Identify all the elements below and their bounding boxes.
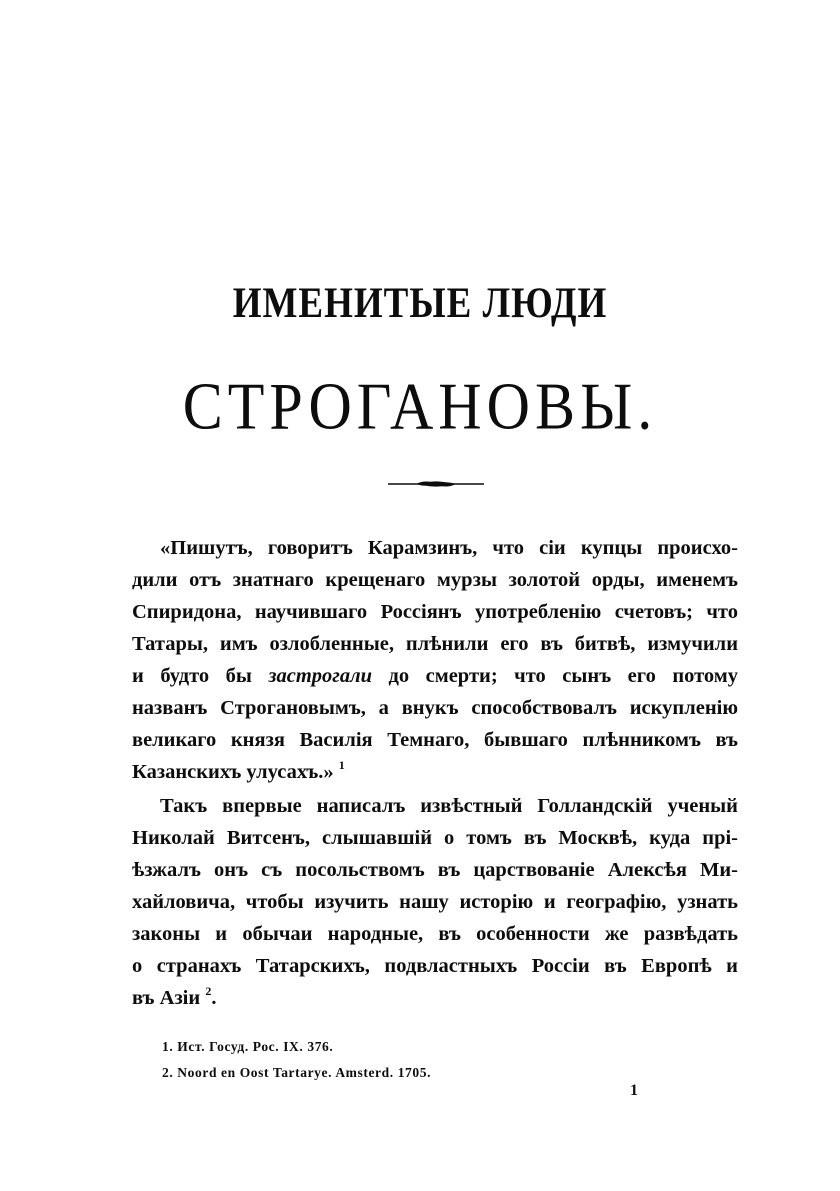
footnote-ref-2[interactable]: 2 xyxy=(205,984,212,998)
italic-word: застрогали xyxy=(268,665,372,687)
footnote-2: 2. Noord en Oost Tartarye. Amsterd. 1705. xyxy=(162,1065,432,1080)
text-line: великаго князя Василія Темнаго, бывшаго плѣнникомъ въ xyxy=(132,729,738,751)
text-fragment: и будто бы xyxy=(132,665,269,687)
text-line: Такъ впервые написалъ извѣстный Голландскій ученый xyxy=(160,795,738,817)
text-line: Николай Витсенъ, слышавшій о томъ въ Москвѣ, куда прі- xyxy=(132,827,738,849)
text-line xyxy=(132,756,738,788)
text-line xyxy=(132,660,738,692)
footnote-ref-1[interactable]: 1 xyxy=(338,758,345,772)
text-line: дили отъ знатнаго крещенаго мурзы золотой орды, именемъ xyxy=(132,569,738,591)
text-line: законы и обычаи народные, въ особенности же развѣдать xyxy=(132,923,738,945)
text-fragment: въ Азіи xyxy=(132,987,201,1009)
ornament-divider xyxy=(386,478,486,490)
text-line: Спиридона, научившаго Россіянъ употребленію счетовъ; что xyxy=(132,601,738,623)
text-fragment: Казанскихъ улусахъ.» xyxy=(132,761,334,783)
footnote-1: 1. Ист. Госуд. Рос. IX. 376. xyxy=(162,1039,334,1054)
text-fragment: до смерти; что сынъ его потому xyxy=(372,665,738,687)
title-line-1: ИМЕНИТЫЕ ЛЮДИ xyxy=(232,279,608,328)
text-line: «Пишутъ, говоритъ Карамзинъ, что сіи купцы происхо- xyxy=(160,537,738,559)
text-line: названъ Строгановымъ, а внукъ способствовалъ искупленію xyxy=(132,697,738,719)
main-text xyxy=(132,532,738,1014)
text-line: въ Азіи $^2$. xyxy=(132,984,217,1009)
text-line: ѣзжалъ онъ съ посольствомъ въ царствованіе Алексѣя Ми- xyxy=(132,859,738,881)
text-line: Татары, имъ озлобленные, плѣнили его въ битвѣ, измучили xyxy=(132,633,738,655)
title-line-2: СТРОГАНОВЫ. xyxy=(182,368,658,443)
text-line: о странахъ Татарскихъ, подвластныхъ Россіи въ Европѣ и xyxy=(132,955,738,977)
text-line: хайловича, чтобы изучить нашу исторію и географію, узнать xyxy=(132,891,738,913)
footnotes xyxy=(162,1034,662,1086)
page-number: 1 xyxy=(630,1082,638,1099)
